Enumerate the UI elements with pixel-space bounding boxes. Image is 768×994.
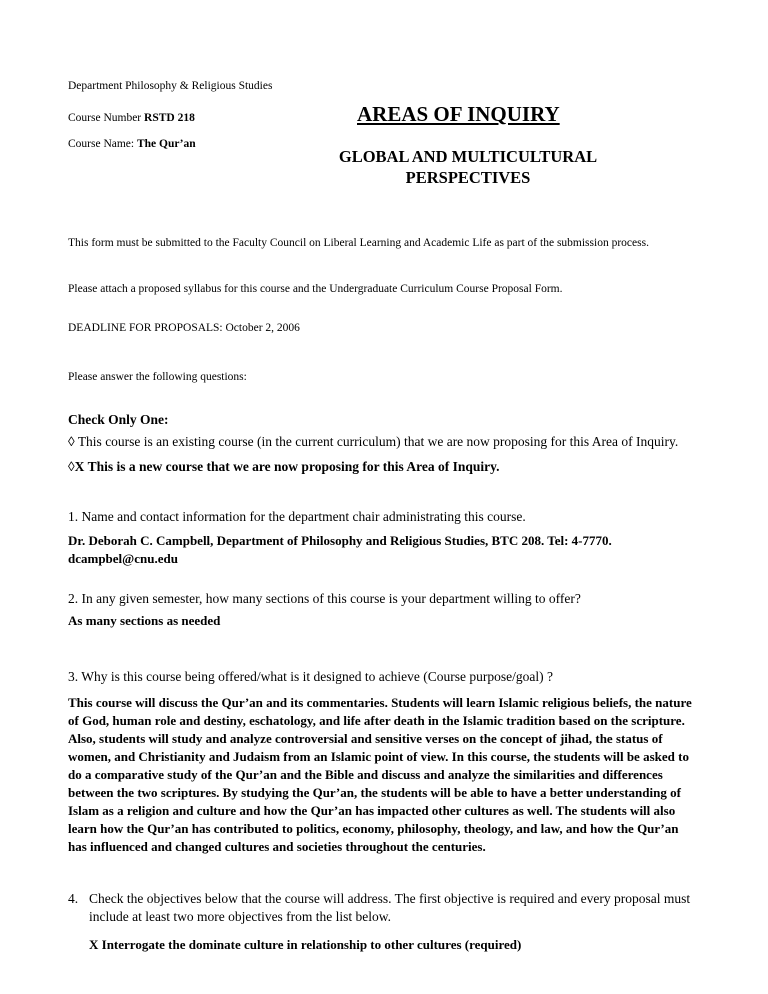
answer-2: As many sections as needed xyxy=(68,613,221,628)
submission-instructions: This form must be submitted to the Faculty Council on Liberal Learning and Academic Life as part of the submission process. xyxy=(68,237,649,249)
question-3: 3. Why is this course being offered/what is it designed to achieve (Course purpose/goal) ? xyxy=(68,669,554,684)
diamond-checkbox-icon[interactable]: ◊ xyxy=(68,434,75,449)
question-4: Check the objectives below that the course will address. The first objective is required and every proposal must include at least two more objectives from the list below. xyxy=(89,891,691,924)
subtitle-line-1: GLOBAL AND MULTICULTURAL xyxy=(338,147,598,166)
objective-1-label: Interrogate the dominate culture in relationship to other cultures (required) xyxy=(101,937,522,952)
diamond-checked-icon[interactable]: ◊X xyxy=(68,459,85,474)
question-1: 1. Name and contact information for the department chair administrating this course. xyxy=(68,509,526,524)
subtitle xyxy=(310,146,626,188)
option-new-course[interactable] xyxy=(68,458,499,476)
question-4-number: 4. xyxy=(68,891,79,906)
course-number-label: Course Number xyxy=(68,112,142,124)
option-existing-course[interactable] xyxy=(68,433,678,451)
option-new-label: This is a new course that we are now proposing for this Area of Inquiry. xyxy=(87,459,500,474)
subtitle-line-2: PERSPECTIVES xyxy=(405,168,531,187)
deadline-text: DEADLINE FOR PROPOSALS: October 2, 2006 xyxy=(68,322,300,334)
objective-1-check-mark[interactable]: X xyxy=(89,937,99,952)
question-2: 2. In any given semester, how many sections of this course is your department willing to offer? xyxy=(68,591,581,606)
answer-prompt: Please answer the following questions: xyxy=(68,371,247,383)
answer-1: Dr. Deborah C. Campbell, Department of Philosophy and Religious Studies, BTC 208. Tel: 4-7770. dcampbel@cnu.edu xyxy=(68,533,612,566)
course-number-line xyxy=(68,112,195,124)
check-only-one-heading: Check Only One: xyxy=(68,412,169,427)
course-name-line xyxy=(68,138,196,150)
course-number-value: RSTD 218 xyxy=(144,112,195,124)
objective-1[interactable] xyxy=(89,936,521,954)
option-existing-label: This course is an existing course (in the current curriculum) that we are now proposing for this Area of Inquiry. xyxy=(77,434,679,449)
course-name-value: The Qur’an xyxy=(136,138,196,150)
department-label: Department Philosophy & Religious Studies xyxy=(68,80,273,92)
page-title: AREAS OF INQUIRY xyxy=(357,102,560,126)
department-line xyxy=(68,80,272,92)
attach-instructions: Please attach a proposed syllabus for this course and the Undergraduate Curriculum Course Proposal Form. xyxy=(68,283,563,295)
answer-3: This course will discuss the Qur’an and its commentaries. Students will learn Islamic religious beliefs, the nature of God, human role and destiny, eschatology, and life after death in the Islamic tradition based on the scripture. Also, students will study and analyze controversial and sensitive verses on the concept of jihad, the status of women, and Christianity and Judaism from an Islamic point of view. In this course, the students will be asked to do a comparative study of the Qur’an and the Bible and discuss and analyze the similarities and differences between the two scriptures. By studying the Qur’an, the students will be able to have a better understanding of Islam as a religion and culture and how the Qur’an has impacted other cultures as well. The students will also learn how the Qur’an has contributed to politics, economy, philosophy, theology, and law, and how the Qur’an has influenced and changed cultures and societies throughout the centuries. xyxy=(68,695,692,854)
course-name-label: Course Name: xyxy=(68,138,135,150)
